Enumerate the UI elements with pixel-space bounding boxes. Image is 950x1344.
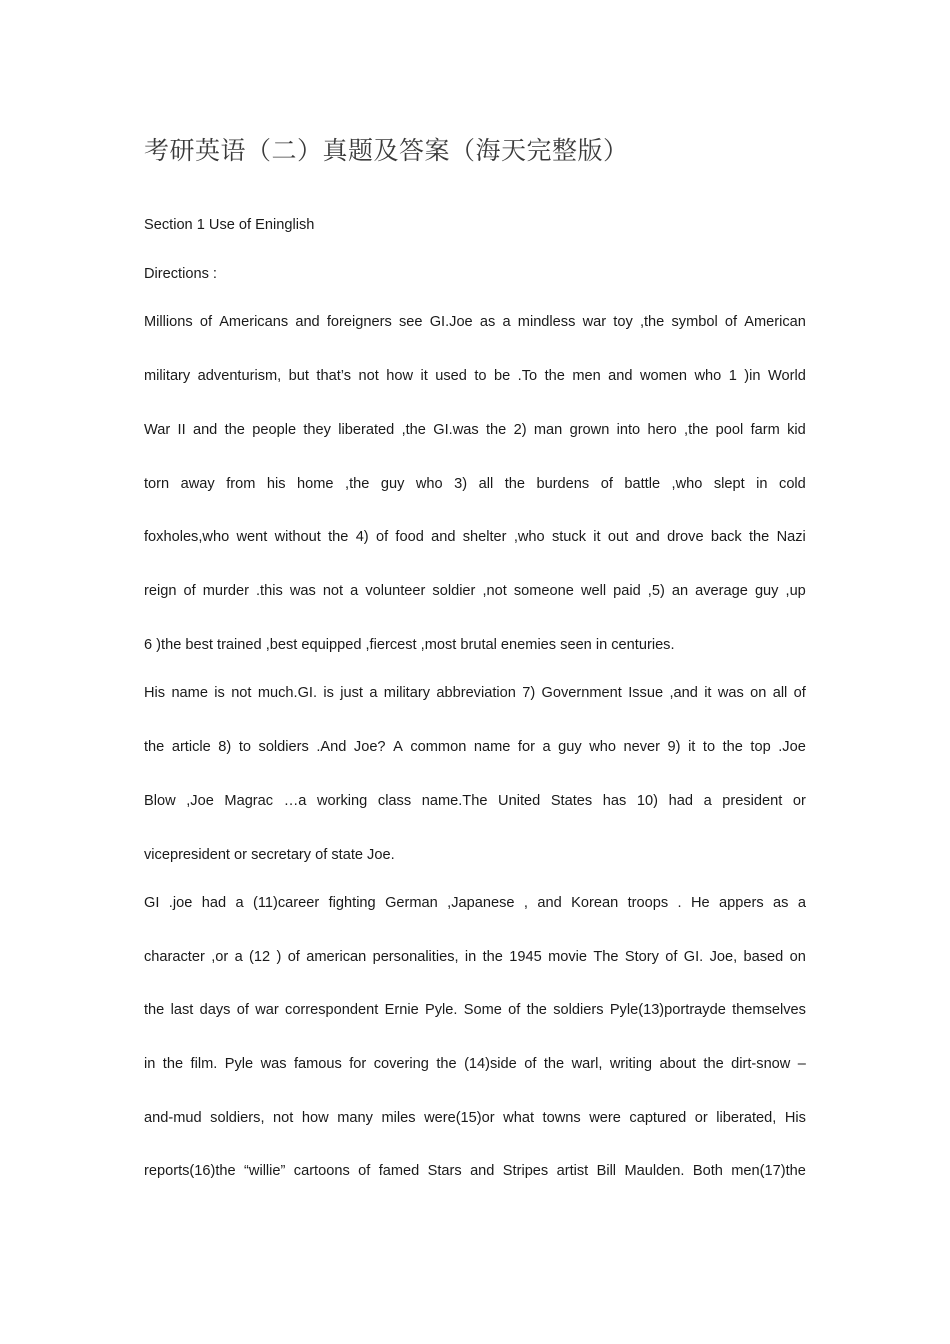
paragraph-2-line-4: vicepresident or secretary of state Joe. [144,847,395,863]
paragraph-1-line-1: Millions of Americans and foreigners see GI.Joe as a mindless war toy ,the symbol of American [144,314,806,330]
paragraph-2-line-3: Blow ,Joe Magrac …a working class name.The United States has 10) had a president or [144,793,806,809]
paragraph-3-line-2: character ,or a (12 ) of american personalities, in the 1945 movie The Story of GI. Joe, based on [144,949,806,965]
paragraph-1-line-6: reign of murder .this was not a volunteer soldier ,not someone well paid ,5) an average guy ,up [144,583,806,599]
paragraph-3-line-4: in the film. Pyle was famous for covering the (14)side of the warl, writing about the dirt-snow – [144,1056,806,1072]
paragraph-2-line-2: the article 8) to soldiers .And Joe? A common name for a guy who never 9) it to the top .Joe [144,739,806,755]
section-heading: Section 1 Use of Eninglish [144,217,315,233]
paragraph-3-line-1: GI .joe had a (11)career fighting German ,Japanese , and Korean troops . He appers as a [144,895,806,911]
directions-label: Directions : [144,266,217,282]
document-title: 考研英语（二）真题及答案（海天完整版） [144,136,629,165]
paragraph-3-line-3: the last days of war correspondent Ernie Pyle. Some of the soldiers Pyle(13)portrayde themselves [144,1002,806,1018]
paragraph-1-line-7: 6 )the best trained ,best equipped ,fiercest ,most brutal enemies seen in centuries. [144,637,675,653]
paragraph-1-line-2: military adventurism, but that’s not how it used to be .To the men and women who 1 )in World [144,368,806,384]
paragraph-2-line-1: His name is not much.GI. is just a military abbreviation 7) Government Issue ,and it was on all of [144,685,806,701]
paragraph-1-line-5: foxholes,who went without the 4) of food and shelter ,who stuck it out and drove back the Nazi [144,529,806,545]
paragraph-3-line-6: reports(16)the “willie” cartoons of famed Stars and Stripes artist Bill Maulden. Both men(17)the [144,1163,806,1179]
paragraph-1-line-4: torn away from his home ,the guy who 3) all the burdens of battle ,who slept in cold [144,476,806,492]
paragraph-1-line-3: War II and the people they liberated ,the GI.was the 2) man grown into hero ,the pool farm kid [144,422,806,438]
paragraph-3-line-5: and-mud soldiers, not how many miles were(15)or what towns were captured or liberated, His [144,1110,806,1126]
